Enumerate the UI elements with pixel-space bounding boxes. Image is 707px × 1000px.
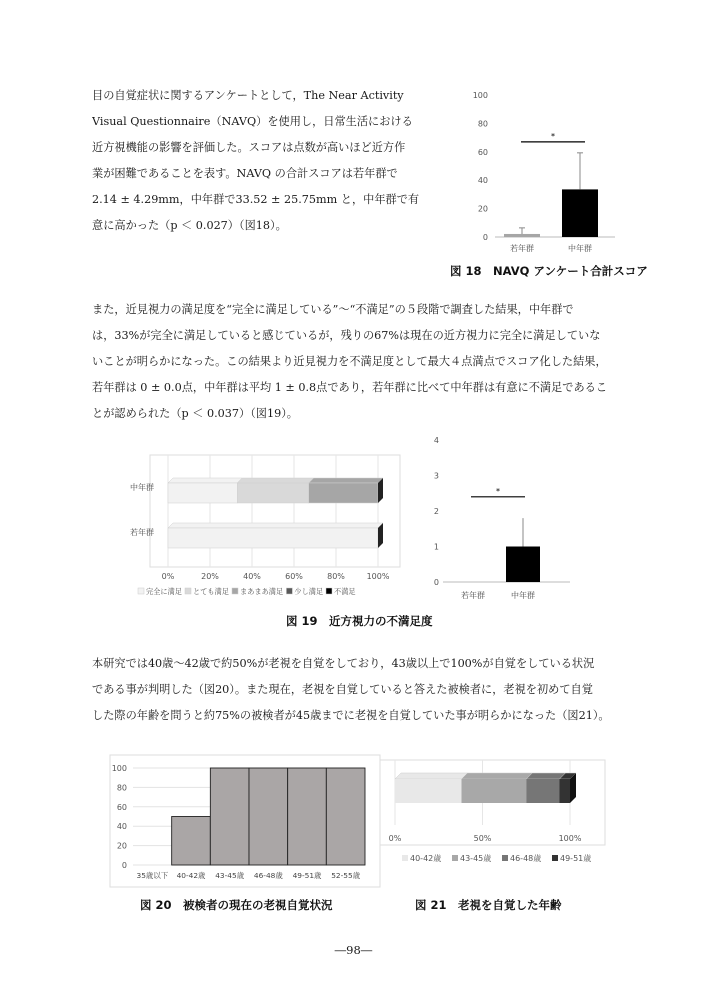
bar-segment [168, 483, 237, 503]
legend-label: 43-45歳 [460, 854, 492, 863]
legend-swatch [452, 855, 458, 861]
x-tick-label: 35歳以下 [136, 871, 169, 880]
text-line: 若年群は 0 ± 0.0点，中年群は平均 1 ± 0.8点であり，若年群に比べて中年群は有意に不満足であるこ [92, 381, 608, 394]
figure-18-chart [450, 85, 650, 260]
figure-20-caption: 図 20 被検者の現在の老視自覚状況 [140, 898, 333, 912]
x-tick-label: 若年群 [461, 591, 485, 600]
x-tick-label: 46-48歳 [253, 871, 283, 880]
y-tick-label: 100 [111, 764, 127, 773]
figure-20-chart [105, 755, 385, 890]
bar [210, 768, 249, 865]
y-tick-label: 1 [433, 542, 439, 552]
text-line: 本研究では40歳～42歳で約50%が老視を自覚をしており，43歳以上で100%が自覚をしている状況 [92, 657, 595, 670]
y-tick-label: 80 [477, 119, 488, 129]
figure-21-caption: 図 21 老視を自覚した年齢 [415, 898, 562, 912]
text-line: いことが明らかになった。この結果より近見視力を不満足度として最大４点満点でスコア化した結果， [92, 355, 607, 368]
paragraph-satisfaction [92, 297, 632, 427]
x-tick-label: 43-45歳 [215, 871, 245, 880]
y-tick-label: 2 [433, 507, 439, 516]
x-tick-label: 20% [201, 572, 219, 581]
x-tick-label: 若年群 [510, 244, 534, 253]
legend-swatch [286, 588, 292, 594]
x-tick-label: 0% [161, 572, 175, 581]
bar [504, 234, 540, 237]
legend-swatch [552, 855, 558, 861]
bar-top [309, 478, 383, 483]
x-tick-label: 中年群 [568, 244, 592, 253]
text-line: 目の自覚症状に関するアンケートとして，The Near Activity [92, 89, 404, 102]
bar [288, 768, 327, 865]
bar-top [526, 773, 565, 779]
text-line: Visual Questionnaire（NAVQ）を使用し，日常生活における [92, 115, 413, 128]
legend-swatch [502, 855, 508, 861]
legend-label: とても満足 [193, 587, 229, 596]
figure-19-caption: 図 19 近方視力の不満足度 [286, 614, 433, 628]
x-tick-label: 0% [388, 834, 402, 843]
y-tick-label: 4 [433, 436, 439, 445]
y-tick-label: 40 [116, 822, 127, 832]
legend-label: 少し満足 [294, 587, 324, 596]
y-tick-label: 0 [482, 233, 488, 242]
bar-segment [309, 483, 378, 503]
paragraph-presbyopia [92, 651, 632, 729]
x-tick-label: 52-55歳 [331, 871, 361, 880]
y-tick-label: 0 [433, 578, 439, 587]
text-line: 業が困難であることを表す。NAVQ の合計スコアは若年群で [92, 167, 398, 180]
bar-top [395, 773, 468, 779]
bar-top [462, 773, 533, 779]
bar-segment [560, 779, 571, 803]
bar [326, 768, 365, 865]
figure-19-bar-chart [425, 432, 575, 607]
figure-21-chart [380, 755, 630, 880]
y-tick-label: 若年群 [130, 528, 154, 537]
significance-label: * [496, 486, 500, 496]
legend-swatch [402, 855, 408, 861]
x-tick-label: 中年群 [511, 591, 535, 600]
y-tick-label: 20 [477, 204, 488, 214]
y-tick-label: 3 [433, 471, 439, 481]
bar-top [237, 478, 313, 483]
text-line: 2.14 ± 4.29mm，中年群で33.52 ± 25.75mm と，中年群で有 [92, 193, 420, 206]
bar-top [168, 523, 383, 528]
significance-label: * [551, 131, 555, 141]
legend-label: 46-48歳 [510, 854, 542, 863]
text-line: である事が判明した（図20）。また現在，老視を自覚していると答えた被検者に，老視を初めて自覚 [92, 683, 593, 696]
y-tick-label: 100 [472, 91, 488, 100]
y-tick-label: 中年群 [130, 483, 154, 492]
text-line: は，33%が完全に満足していると感じているが，残りの67%は現在の近方視力に完全に満足していな [92, 329, 601, 342]
legend-label: 不満足 [334, 587, 356, 596]
y-tick-label: 80 [116, 783, 127, 793]
legend-swatch [232, 588, 238, 594]
legend-swatch [138, 588, 144, 594]
bar-segment [237, 483, 308, 503]
text-line: 意に高かった（p ＜ 0.027）（図18）。 [92, 219, 287, 232]
bar [249, 768, 288, 865]
legend-label: 49-51歳 [560, 854, 592, 863]
bar-segment [526, 779, 559, 803]
bar [506, 547, 540, 583]
figure-18-caption: 図 18 NAVQ アンケート合計スコア [450, 264, 648, 278]
bar-top [168, 478, 242, 483]
legend-label: まあまあ満足 [240, 587, 284, 596]
legend-label: 完全に満足 [146, 587, 182, 596]
legend-swatch [185, 588, 191, 594]
legend-swatch [326, 588, 332, 594]
x-tick-label: 80% [327, 572, 345, 581]
x-tick-label: 50% [473, 834, 492, 843]
figure-19-stacked-chart [120, 450, 410, 610]
x-tick-label: 40-42歳 [176, 871, 206, 880]
y-tick-label: 60 [116, 802, 127, 812]
bar [172, 817, 211, 866]
y-tick-label: 60 [477, 147, 488, 157]
text-line: 近方視機能の影響を評価した。スコアは点数が高いほど近方作 [92, 141, 406, 154]
y-tick-label: 20 [116, 841, 127, 851]
paragraph-navq [92, 83, 432, 239]
text-line: とが認められた（p ＜ 0.037）（図19）。 [92, 407, 298, 420]
legend-label: 40-42歳 [410, 854, 442, 863]
bar-segment [395, 779, 462, 803]
bar-segment [462, 779, 527, 803]
x-tick-label: 60% [285, 572, 303, 581]
x-tick-label: 40% [243, 572, 261, 581]
bar [562, 189, 598, 237]
x-tick-label: 100% [558, 834, 582, 843]
bar-segment [168, 528, 378, 548]
plot-frame [150, 455, 400, 567]
y-tick-label: 0 [121, 861, 127, 870]
x-tick-label: 100% [366, 572, 390, 581]
y-tick-label: 40 [477, 176, 488, 186]
text-line: また，近見視力の満足度を“完全に満足している”～“不満足”の５段階で調査した結果，中年群で [92, 303, 574, 316]
page-number: ―98― [334, 943, 373, 957]
text-line: した際の年齢を問うと約75%の被検者が45歳までに老視を自覚していた事が明らかになった（図21）。 [92, 709, 610, 722]
x-tick-label: 49-51歳 [292, 871, 322, 880]
